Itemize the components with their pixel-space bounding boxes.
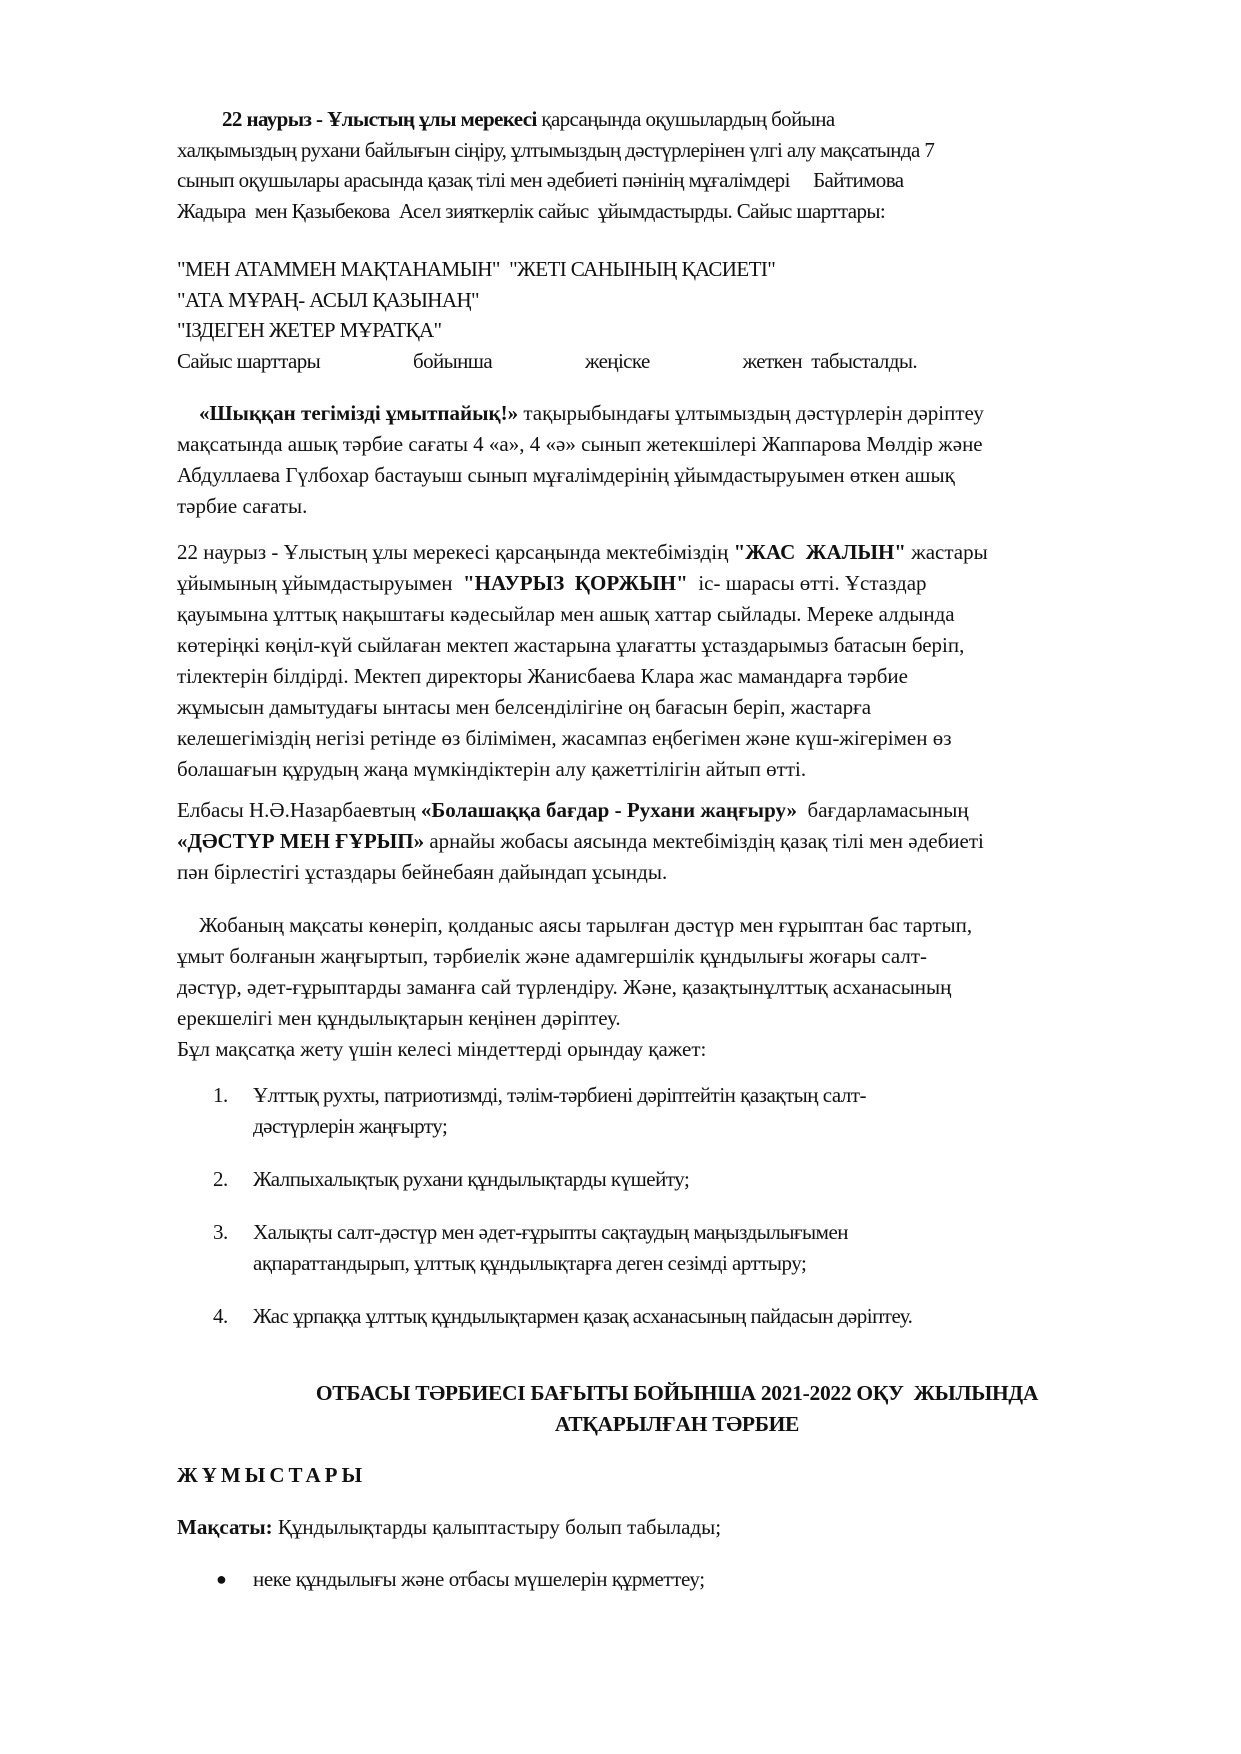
text-line: дәстүр, әдет-ғұрыптарды заманға сай түрлендіру. Және, қазақтынұлттық асханасының [177,975,952,999]
text-line: мақсатында ашық тәрбие сағаты 4 «а», 4 «ә» сынып жетекшілері Жаппарова Мөлдір және [177,432,983,456]
text-line: сынып оқушылары арасында қазақ тілі мен әдебиеті пәнінің мұғалімдері Байтимова [177,168,904,192]
text-line [177,398,1157,429]
text-line: ұмыт болғанын жаңғыртып, тәрбиелік және адамгершілік құндылығы жоғары салт- [177,944,928,968]
list-item [177,1080,1157,1142]
bold-phrase: «ДӘСТҮР МЕН ҒҰРЫП» [177,829,425,853]
text-span: жеткен табысталды. [742,348,917,373]
text-span: Елбасы Н.Ә.Назарбаевтың [177,798,421,822]
text-line: Жас ұрпаққа ұлттық құндылықтармен қазақ асханасының пайдасын дәріптеу. [253,1304,913,1328]
text-span: қарсаңында оқушылардың бойына [536,107,835,131]
bold-phrase: 22 наурыз - Ұлыстың ұлы мерекесі [222,107,537,131]
text-line: Жобаның мақсаты көнеріп, қолданыс аясы тарылған дәстүр мен ғұрыптан бас тартып, [199,913,973,937]
text-line: Абдуллаева Гүлбохар бастауыш сынып мұғалімдерінің ұйымдастыруымен өткен ашық [177,463,955,487]
text-line: Халықты салт-дәстүр мен әдет-ғұрыпты сақтаудың маңыздылығымен [253,1220,849,1244]
section-heading [222,1378,1132,1440]
text-line: келешегіміздің негізі ретінде өз білімімен, жасампаз еңбегімен және күш-жігерімен өз [177,726,952,750]
heading-line: ОТБАСЫ ТӘРБИЕСІ БАҒЫТЫ БОЙЫНША 2021-2022 ОҚУ ЖЫЛЫНДА [315,1381,1039,1405]
list-number: 1. [213,1083,228,1107]
bold-phrase: «Шыққан тегімізді ұмытпайық!» [199,401,519,425]
list-item [177,1164,1157,1195]
section-heading-continued: ЖҰМЫСТАРЫ [177,1463,367,1487]
text-line: Ұлттық рухты, патриотизмді, тәлім-тәрбиені дәріптейтін қазақтың салт- [253,1083,867,1107]
goal-label: Мақсаты: [177,1515,273,1539]
text-line [177,826,1157,857]
text-span: іс- шарасы өтті. Ұстаздар [687,571,927,595]
text-span: ұйымының ұйымдастыруымен [177,571,464,595]
text-span: Сайыс шарттары [177,348,321,373]
text-line: тәрбие сағаты. [177,494,308,518]
text-span: 22 наурыз - Ұлыстың ұлы мерекесі қарсаңында мектебіміздің [177,540,734,564]
list-number: 3. [213,1220,228,1244]
text-span: тақырыбындағы ұлтымыздың дәстүрлерін дәріптеу [518,401,984,425]
contest-topic: "ІЗДЕГЕН ЖЕТЕР МҰРАТҚА" [177,318,442,342]
contest-topics [177,254,1157,376]
text-line [177,104,1157,135]
goal-text: Құндылықтарды қалыптастыру болып табылады; [272,1515,722,1539]
tasks-list [177,1080,1157,1354]
paragraph-open-lesson [177,398,1157,522]
text-line [177,568,1157,599]
text-span: арнайы жобасы аясында мектебіміздің қазақ тілі мен әдебиеті [424,829,984,853]
list-number: 2. [213,1167,228,1191]
paragraph-project-goal [177,910,1157,1065]
text-line: дәстүрлерін жаңғырту; [253,1114,448,1138]
text-line [177,1512,1157,1543]
goal-bullets [177,1564,1157,1595]
text-line: қауымына ұлттық нақыштағы кәдесыйлар мен ашық хаттар сыйлады. Мереке алдында [177,602,955,626]
list-item [177,1564,1157,1595]
paragraph-nauryz-korzhyn [177,537,1157,785]
text-line: Жадыра мен Қазыбекова Асел зияткерлік сайыс ұйымдастырды. Сайыс шарттары: [177,198,886,223]
contest-topic: "МЕН АТАММЕН МАҚТАНАМЫН" "ЖЕТІ САНЫНЫҢ ҚАСИЕТІ" [177,257,776,281]
text-line [177,795,1157,826]
paragraph-nauryz-contest [177,104,1157,226]
list-item [177,1217,1157,1279]
bold-phrase: "НАУРЫЗ ҚОРЖЫН" [463,571,688,595]
text-line: тілектерін білдірді. Мектеп директоры Жанисбаева Клара жас мамандарға тәрбие [177,664,908,688]
bullet-icon: ● [216,1569,227,1589]
text-line: Жалпыхалықтық рухани құндылықтарды күшейту; [253,1167,690,1191]
text-line: ақпараттандырып, ұлттық құндылықтарға деген сезімді арттыру; [253,1251,807,1275]
list-item [177,1301,1157,1332]
text-span: бағдарламасының [797,798,969,822]
text-line: халқымыздың рухани байлығын сіңіру, ұлтымыздың дәстүрлерінен үлгі алу мақсатында 7 [177,137,935,162]
text-span: жеңіске [584,348,650,373]
contest-result-line [177,346,917,377]
text-line: болашағын құрудың жаңа мүмкіндіктерін алу қажеттілігін айтып өтті. [177,757,807,781]
text-span: неке құндылығы және отбасы мүшелерін құрметтеу; [253,1567,705,1591]
bold-phrase: "ЖАС ЖАЛЫН" [733,540,906,564]
contest-topic: "АТА МҰРАҢ- АСЫЛ ҚАЗЫНАҢ" [177,287,479,312]
text-span: бойынша [413,348,493,373]
text-line: ерекшелігі мен құндылықтарын кеңінен дәріптеу. [177,1006,621,1030]
text-span: жастары [905,540,988,564]
section-goal [177,1512,1157,1543]
text-line: жұмысын дамытудағы ынтасы мен белсенділігіне оң бағасын беріп, жастарға [177,695,872,719]
paragraph-rukhani-zhangyru [177,795,1157,888]
text-line: Бұл мақсатқа жету үшін келесі міндеттерді орындау қажет: [177,1037,707,1061]
text-line [177,537,1157,568]
list-number: 4. [213,1304,228,1328]
text-line: көтеріңкі көңіл-күй сыйлаған мектеп жастарына ұлағатты ұстаздарымыз батасын беріп, [177,633,965,657]
heading-line: АТҚАРЫЛҒАН ТӘРБИЕ [554,1412,800,1436]
bold-phrase: «Болашаққа бағдар - Рухани жаңғыру» [420,798,798,822]
text-line: пән бірлестігі ұстаздары бейнебаян дайындап ұсынды. [177,860,668,884]
